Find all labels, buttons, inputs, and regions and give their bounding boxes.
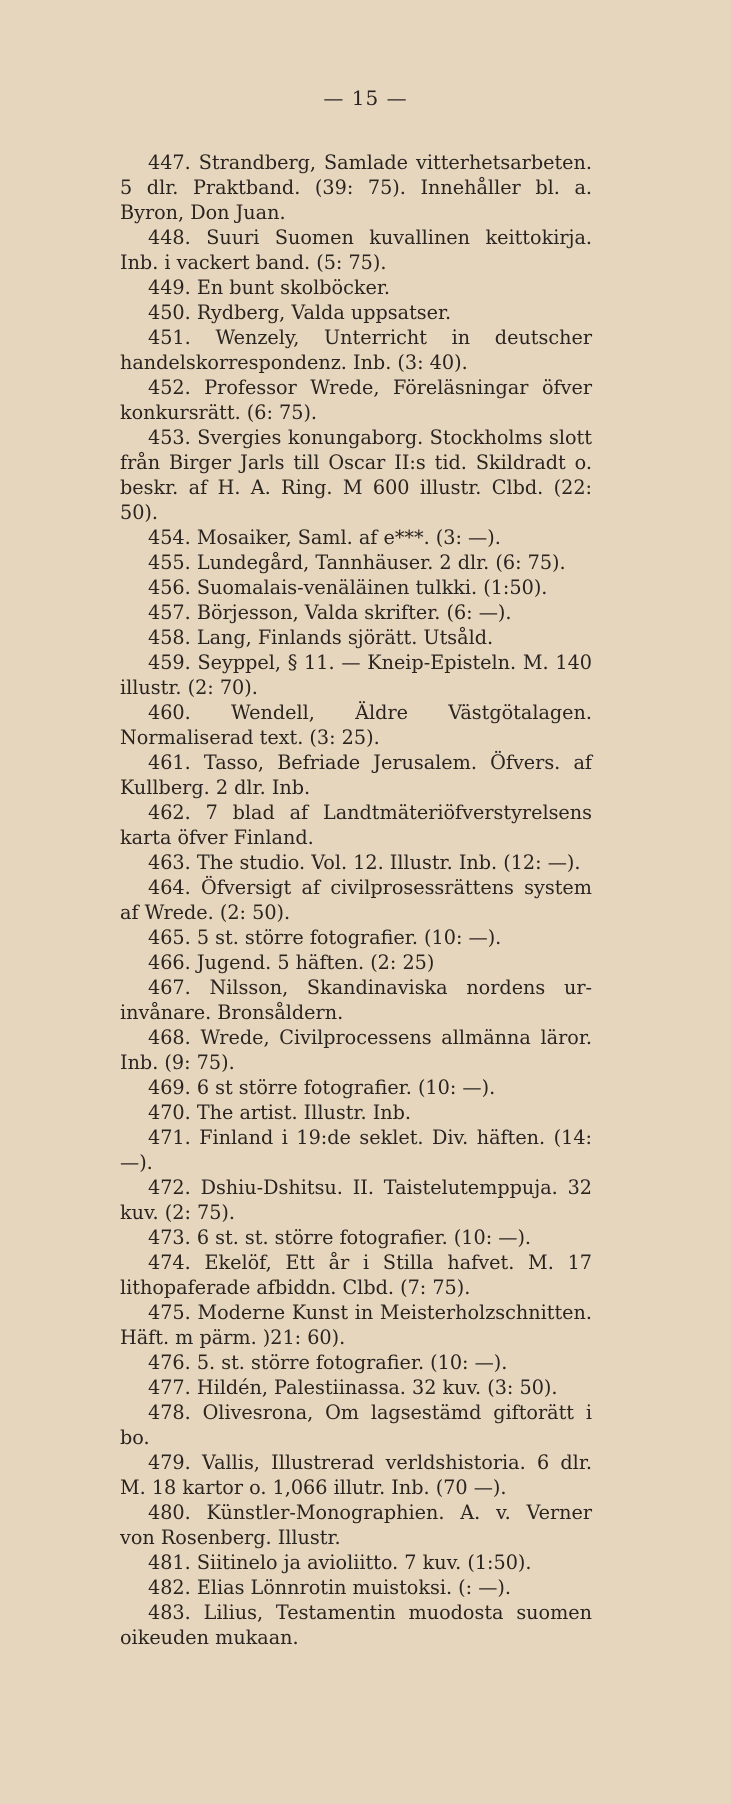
entry-text: Moderne Kunst in Meisterholzschnitten. Häft. m pärm. )21: 60). [120, 1301, 592, 1349]
entry-text: Wenzely, Unterricht in deutscher handelskorrespondenz. Inb. (3: 40). [120, 326, 592, 374]
entry-text: Wendell, Äldre Västgötalagen. Normaliserad text. (3: 25). [120, 701, 592, 749]
entry-number: 480. [148, 1501, 191, 1524]
entry-text: Öfversigt af civilprosessrättens system af Wrede. (2: 50). [120, 876, 592, 924]
catalog-entry [120, 1400, 592, 1450]
catalog-entry [120, 625, 592, 650]
entry-text: Mosaiker, Saml. af e***. (3: —). [196, 526, 501, 549]
entry-number: 481. [148, 1551, 191, 1574]
entry-text: En bunt skolböcker. [196, 276, 391, 299]
entry-text: Lang, Finlands sjörätt. Utsåld. [196, 626, 494, 649]
entry-number: 457. [148, 601, 191, 624]
entry-number: 447. [148, 151, 191, 174]
entry-text: Olivesrona, Om lagsestämd giftorätt i bo. [120, 1401, 592, 1449]
entry-number: 473. [148, 1226, 191, 1249]
entry-text: The artist. Illustr. Inb. [196, 1101, 412, 1124]
entry-text: 6 st större fotografier. (10: —). [196, 1076, 496, 1099]
entry-number: 466. [148, 951, 191, 974]
catalog-entry [120, 1025, 592, 1075]
catalog-entry [120, 700, 592, 750]
catalog-entry [120, 1375, 592, 1400]
entry-text: Elias Lönnrotin muistoksi. (: —). [196, 1576, 511, 1599]
entry-number: 459. [148, 651, 191, 674]
entry-list [120, 150, 592, 1650]
entry-number: 460. [148, 701, 191, 724]
entry-text: Rydberg, Valda uppsatser. [196, 301, 452, 324]
entry-number: 461. [148, 751, 191, 774]
entry-number: 470. [148, 1101, 191, 1124]
entry-number: 478. [148, 1401, 191, 1424]
catalog-entry [120, 975, 592, 1025]
entry-number: 476. [148, 1351, 191, 1374]
entry-text: Dshiu-Dshitsu. II. Taistelutemppuja. 32 kuv. (2: 75). [120, 1176, 592, 1224]
entry-number: 471. [148, 1126, 191, 1149]
catalog-entry [120, 850, 592, 875]
entry-text: Künstler-Monographien. A. v. Verner von Rosenberg. Illustr. [120, 1501, 592, 1549]
entry-number: 450. [148, 301, 191, 324]
entry-number: 453. [148, 426, 191, 449]
entry-number: 454. [148, 526, 191, 549]
entry-number: 479. [148, 1451, 191, 1474]
catalog-entry [120, 1250, 592, 1300]
catalog-entry [120, 1600, 592, 1650]
catalog-entry [120, 275, 592, 300]
catalog-entry [120, 925, 592, 950]
entry-text: Svergies konungaborg. Stockholms slott från Birger Jarls till Oscar II:s tid. Skildradt o. beskr. af H. A. Ring. M 600 illustr. Clbd. (22: 50). [120, 426, 592, 524]
catalog-entry [120, 750, 592, 800]
entry-text: Professor Wrede, Föreläsningar öfver konkursrätt. (6: 75). [120, 376, 592, 424]
entry-text: Suuri Suomen kuvallinen keittokirja. Inb. i vackert band. (5: 75). [120, 226, 592, 274]
entry-text: Wrede, Civilprocessens allmänna läror. Inb. (9: 75). [120, 1026, 592, 1074]
catalog-entry [120, 875, 592, 925]
entry-text: Suomalais-venäläinen tulkki. (1:50). [196, 576, 548, 599]
catalog-entry [120, 525, 592, 550]
entry-text: Lundegård, Tannhäuser. 2 dlr. (6: 75). [196, 551, 566, 574]
catalog-entry [120, 1450, 592, 1500]
entry-number: 456. [148, 576, 191, 599]
entry-number: 475. [148, 1301, 191, 1324]
entry-number: 465. [148, 926, 191, 949]
entry-text: Nilsson, Skandinaviska nordens ur-invånare. Bronsåldern. [120, 976, 592, 1024]
entry-text: Finland i 19:de seklet. Div. häften. (14: —). [120, 1126, 592, 1174]
catalog-entry [120, 225, 592, 275]
entry-text: 6 st. st. större fotografier. (10: —). [196, 1226, 532, 1249]
catalog-entry [120, 650, 592, 700]
entry-text: Lilius, Testamentin muodosta suomen oikeuden mukaan. [120, 1601, 592, 1649]
catalog-entry [120, 1100, 592, 1125]
catalog-entry [120, 950, 592, 975]
entry-number: 483. [148, 1601, 191, 1624]
entry-number: 474. [148, 1251, 191, 1274]
catalog-entry [120, 425, 592, 525]
entry-number: 449. [148, 276, 191, 299]
entry-text: Strandberg, Samlade vitterhetsarbeten. 5 dlr. Praktband. (39: 75). Innehåller bl. a. Byron, Don Juan. [120, 151, 592, 224]
catalog-entry [120, 575, 592, 600]
catalog-entry [120, 800, 592, 850]
catalog-entry [120, 1125, 592, 1175]
entry-number: 462. [148, 801, 191, 824]
catalog-entry [120, 1575, 592, 1600]
entry-text: Hildén, Palestiinassa. 32 kuv. (3: 50). [196, 1376, 558, 1399]
entry-text: 5 st. större fotografier. (10: —). [196, 926, 502, 949]
catalog-entry [120, 325, 592, 375]
entry-number: 477. [148, 1376, 191, 1399]
entry-number: 455. [148, 551, 191, 574]
entry-text: Seyppel, § 11. — Kneip-Episteln. M. 140 illustr. (2: 70). [120, 651, 592, 699]
catalog-entry [120, 1300, 592, 1350]
entry-number: 482. [148, 1576, 191, 1599]
entry-text: 5. st. större fotografier. (10: —). [196, 1351, 508, 1374]
catalog-entry [120, 1075, 592, 1100]
entry-number: 452. [148, 376, 191, 399]
entry-text: Vallis, Illustrerad verldshistoria. 6 dlr. M. 18 kartor o. 1,066 illutr. Inb. (70 —). [120, 1451, 592, 1499]
entry-text: Jugend. 5 häften. (2: 25) [196, 951, 435, 974]
entry-number: 464. [148, 876, 191, 899]
entry-text: Tasso, Befriade Jerusalem. Öfvers. af Kullberg. 2 dlr. Inb. [120, 751, 592, 799]
entry-number: 467. [148, 976, 191, 999]
entry-number: 469. [148, 1076, 191, 1099]
catalog-entry [120, 1550, 592, 1575]
catalog-entry [120, 150, 592, 225]
page-number: — 15 — [323, 86, 408, 110]
entry-number: 472. [148, 1176, 191, 1199]
entry-text: The studio. Vol. 12. Illustr. Inb. (12: —). [196, 851, 581, 874]
entry-number: 458. [148, 626, 191, 649]
entry-text: Ekelöf, Ett år i Stilla hafvet. M. 17 lithopaferade afbiddn. Clbd. (7: 75). [120, 1251, 592, 1299]
catalog-entry [120, 375, 592, 425]
catalog-entry [120, 600, 592, 625]
catalog-entry [120, 1225, 592, 1250]
entry-text: Siitinelo ja avioliitto. 7 kuv. (1:50). [196, 1551, 532, 1574]
entry-text: Börjesson, Valda skrifter. (6: —). [196, 601, 512, 624]
entry-number: 448. [148, 226, 191, 249]
entry-number: 463. [148, 851, 191, 874]
catalog-entry [120, 1350, 592, 1375]
entry-number: 451. [148, 326, 191, 349]
catalog-entry [120, 1500, 592, 1550]
catalog-entry [120, 300, 592, 325]
catalog-entry [120, 1175, 592, 1225]
entry-number: 468. [148, 1026, 191, 1049]
catalog-entry [120, 550, 592, 575]
entry-text: 7 blad af Landtmäteriöfverstyrelsens karta öfver Finland. [120, 801, 592, 849]
